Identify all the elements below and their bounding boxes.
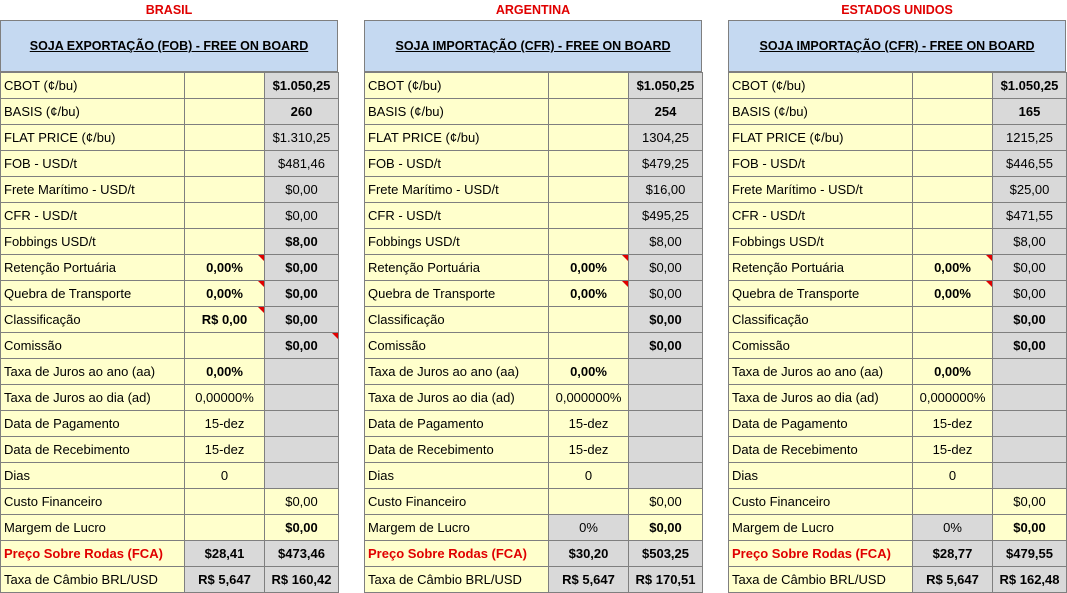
table-row [729,73,1067,99]
row-param-cell[interactable] [549,177,629,203]
row-label-cell[interactable]: Taxa de Juros ao ano (aa) [729,359,913,385]
table-row [729,385,1067,411]
row-param-cell[interactable] [913,203,993,229]
row-label-cell[interactable]: Quebra de Transporte [729,281,913,307]
row-value-cell[interactable]: $0,00 [265,333,339,359]
row-param-cell[interactable]: 15-dez [185,411,265,437]
row-label-cell[interactable]: Retenção Portuária [1,255,185,281]
table-row [365,489,703,515]
row-value-cell[interactable] [265,359,339,385]
row-param-cell[interactable] [185,489,265,515]
table-row [365,125,703,151]
table-row [365,463,703,489]
row-param-cell[interactable]: $28,77 [913,541,993,567]
table-row [1,281,339,307]
row-value-cell[interactable]: $479,55 [993,541,1067,567]
country-title: ESTADOS UNIDOS [841,3,953,17]
table-row [1,99,339,125]
table-row [365,255,703,281]
row-label-cell[interactable]: Taxa de Juros ao ano (aa) [1,359,185,385]
row-label-cell[interactable]: Fobbings USD/t [1,229,185,255]
row-label-cell[interactable]: Quebra de Transporte [365,281,549,307]
row-value-cell[interactable]: $1.050,25 [993,73,1067,99]
row-param-cell[interactable]: R$ 0,00 [185,307,265,333]
panel-2 [728,0,1066,593]
row-param-cell[interactable] [185,229,265,255]
row-label-cell[interactable]: CBOT (¢/bu) [1,73,185,99]
row-label-cell[interactable]: Data de Recebimento [1,437,185,463]
table-row [1,359,339,385]
row-value-cell[interactable]: $0,00 [993,333,1067,359]
row-label-cell[interactable]: Retenção Portuária [365,255,549,281]
row-value-cell[interactable]: $495,25 [629,203,703,229]
row-value-cell[interactable]: $479,25 [629,151,703,177]
row-label-cell[interactable]: Preço Sobre Rodas (FCA) [1,541,185,567]
row-value-cell[interactable] [993,359,1067,385]
row-label-cell[interactable]: Preço Sobre Rodas (FCA) [729,541,913,567]
row-value-cell[interactable]: $0,00 [629,333,703,359]
table-row [1,151,339,177]
table-row [365,307,703,333]
table-row [365,437,703,463]
row-label-cell[interactable]: CBOT (¢/bu) [729,73,913,99]
row-param-cell[interactable] [913,73,993,99]
row-value-cell[interactable] [629,411,703,437]
row-param-cell[interactable] [549,333,629,359]
row-value-cell[interactable]: $0,00 [993,515,1067,541]
table-row [1,567,339,593]
row-value-cell[interactable]: $8,00 [265,229,339,255]
row-param-cell[interactable]: 15-dez [549,411,629,437]
row-label-cell[interactable]: CFR - USD/t [365,203,549,229]
row-value-cell[interactable]: $0,00 [629,255,703,281]
row-param-cell[interactable] [549,151,629,177]
row-label-cell[interactable]: Dias [729,463,913,489]
table-row [1,411,339,437]
row-param-cell[interactable] [913,489,993,515]
row-value-cell[interactable] [993,385,1067,411]
row-param-cell[interactable] [913,151,993,177]
row-label-cell[interactable]: Retenção Portuária [729,255,913,281]
row-label-cell[interactable]: Margem de Lucro [729,515,913,541]
row-label-cell[interactable]: Taxa de Juros ao dia (ad) [1,385,185,411]
row-label-cell[interactable]: Taxa de Câmbio BRL/USD [729,567,913,593]
row-value-cell[interactable]: $0,00 [629,307,703,333]
table-row [1,515,339,541]
row-value-cell[interactable]: $0,00 [265,307,339,333]
row-label-cell[interactable]: Data de Recebimento [729,437,913,463]
row-param-cell[interactable]: 0,00% [913,255,993,281]
row-label-cell[interactable]: Frete Marítimo - USD/t [1,177,185,203]
row-label-cell[interactable]: FLAT PRICE (¢/bu) [1,125,185,151]
row-label-cell[interactable]: CFR - USD/t [1,203,185,229]
row-label-cell[interactable]: BASIS (¢/bu) [1,99,185,125]
row-label-cell[interactable]: FOB - USD/t [1,151,185,177]
row-label-cell[interactable]: Classificação [1,307,185,333]
table-row [365,177,703,203]
row-param-cell[interactable]: 0,00% [549,255,629,281]
table-row [1,73,339,99]
country-title: BRASIL [145,3,193,17]
row-value-cell[interactable]: $8,00 [629,229,703,255]
table-row [729,307,1067,333]
row-label-cell[interactable]: Comissão [729,333,913,359]
row-label-cell[interactable]: Taxa de Câmbio BRL/USD [1,567,185,593]
row-label-cell[interactable]: Taxa de Câmbio BRL/USD [365,567,549,593]
row-value-cell[interactable]: $503,25 [629,541,703,567]
row-label-cell[interactable]: Margem de Lucro [1,515,185,541]
table-row [365,281,703,307]
row-value-cell[interactable]: 1304,25 [629,125,703,151]
row-value-cell[interactable] [993,463,1067,489]
row-label-cell[interactable]: Margem de Lucro [365,515,549,541]
row-value-cell[interactable] [993,437,1067,463]
table-row [729,463,1067,489]
table-row [1,437,339,463]
row-param-cell[interactable] [913,229,993,255]
table-row [729,125,1067,151]
table-row [1,489,339,515]
row-param-cell[interactable]: 15-dez [185,437,265,463]
row-param-cell[interactable] [549,125,629,151]
price-table [728,72,1067,593]
table-row [729,203,1067,229]
table-row [729,359,1067,385]
row-label-cell[interactable]: CFR - USD/t [729,203,913,229]
row-label-cell[interactable]: Data de Pagamento [1,411,185,437]
table-row [365,359,703,385]
row-value-cell[interactable]: $0,00 [265,281,339,307]
table-row [365,203,703,229]
row-param-cell[interactable]: R$ 5,647 [913,567,993,593]
row-label-cell[interactable]: Dias [365,463,549,489]
row-value-cell[interactable] [265,385,339,411]
row-value-cell[interactable] [629,437,703,463]
table-row [365,333,703,359]
row-value-cell[interactable]: $1.310,25 [265,125,339,151]
row-param-cell[interactable] [913,333,993,359]
row-label-cell[interactable]: Comissão [1,333,185,359]
row-param-cell[interactable]: 0,00% [549,281,629,307]
panel-1 [364,0,702,593]
row-value-cell[interactable] [993,411,1067,437]
row-label-cell[interactable]: Fobbings USD/t [729,229,913,255]
table-row [365,515,703,541]
table-row [1,125,339,151]
row-value-cell[interactable]: $16,00 [629,177,703,203]
row-value-cell[interactable]: $25,00 [993,177,1067,203]
row-value-cell[interactable]: $471,55 [993,203,1067,229]
row-param-cell[interactable]: 0 [185,463,265,489]
row-value-cell[interactable]: $0,00 [993,281,1067,307]
panel-0 [0,0,338,593]
row-value-cell[interactable]: 254 [629,99,703,125]
row-param-cell[interactable]: 0,00% [913,281,993,307]
price-table [364,72,703,593]
row-param-cell[interactable] [913,307,993,333]
row-value-cell[interactable] [629,359,703,385]
table-row [1,333,339,359]
row-label-cell[interactable]: BASIS (¢/bu) [729,99,913,125]
table-row [1,177,339,203]
table-row [1,307,339,333]
table-row [729,437,1067,463]
row-label-cell[interactable]: Custo Financeiro [365,489,549,515]
table-header: SOJA IMPORTAÇÃO (CFR) - FREE ON BOARD [728,20,1066,72]
row-param-cell[interactable]: 0 [549,463,629,489]
table-row [729,489,1067,515]
table-row [729,229,1067,255]
table-row [729,333,1067,359]
row-param-cell[interactable] [185,99,265,125]
row-param-cell[interactable] [185,333,265,359]
row-param-cell[interactable] [185,203,265,229]
country-title: ARGENTINA [495,3,571,17]
table-row [365,151,703,177]
row-value-cell[interactable]: $0,00 [993,307,1067,333]
row-value-cell[interactable]: 260 [265,99,339,125]
row-param-cell[interactable]: 0% [549,515,629,541]
row-param-cell[interactable]: 0,00% [185,255,265,281]
row-label-cell[interactable]: Taxa de Juros ao dia (ad) [365,385,549,411]
row-label-cell[interactable]: Custo Financeiro [729,489,913,515]
price-table [0,72,339,593]
row-value-cell[interactable]: $0,00 [629,489,703,515]
row-value-cell[interactable]: 165 [993,99,1067,125]
row-param-cell[interactable]: 15-dez [549,437,629,463]
row-value-cell[interactable]: 1215,25 [993,125,1067,151]
row-label-cell[interactable]: Dias [1,463,185,489]
table-row [729,255,1067,281]
row-param-cell[interactable] [549,203,629,229]
table-row [729,151,1067,177]
row-param-cell[interactable] [185,177,265,203]
row-value-cell[interactable]: $0,00 [265,255,339,281]
row-param-cell[interactable] [913,177,993,203]
row-label-cell[interactable]: BASIS (¢/bu) [365,99,549,125]
row-value-cell[interactable]: $0,00 [629,281,703,307]
table-row [365,73,703,99]
table-row [1,541,339,567]
row-label-cell[interactable]: FOB - USD/t [365,151,549,177]
table-row [729,541,1067,567]
row-param-cell[interactable]: $28,41 [185,541,265,567]
table-row [1,255,339,281]
table-row [729,515,1067,541]
row-param-cell[interactable] [549,307,629,333]
row-param-cell[interactable]: 0 [913,463,993,489]
table-row [729,411,1067,437]
row-param-cell[interactable] [185,515,265,541]
table-header: SOJA EXPORTAÇÃO (FOB) - FREE ON BOARD [0,20,338,72]
row-value-cell[interactable]: $0,00 [993,489,1067,515]
row-label-cell[interactable]: FLAT PRICE (¢/bu) [365,125,549,151]
row-label-cell[interactable]: Data de Pagamento [729,411,913,437]
table-row [365,99,703,125]
row-label-cell[interactable]: Taxa de Juros ao dia (ad) [729,385,913,411]
row-param-cell[interactable] [913,125,993,151]
row-param-cell[interactable]: R$ 5,647 [549,567,629,593]
row-label-cell[interactable]: Fobbings USD/t [365,229,549,255]
row-value-cell[interactable]: R$ 162,48 [993,567,1067,593]
row-label-cell[interactable]: Frete Marítimo - USD/t [365,177,549,203]
row-param-cell[interactable] [549,99,629,125]
row-param-cell[interactable]: 0,00% [185,281,265,307]
row-value-cell[interactable]: $446,55 [993,151,1067,177]
row-param-cell[interactable] [913,99,993,125]
row-param-cell[interactable] [185,73,265,99]
row-param-cell[interactable]: 0,000000% [549,385,629,411]
row-value-cell[interactable]: $0,00 [629,515,703,541]
row-value-cell[interactable]: $0,00 [265,203,339,229]
row-param-cell[interactable] [549,229,629,255]
row-label-cell[interactable]: Custo Financeiro [1,489,185,515]
row-value-cell[interactable] [629,463,703,489]
table-row [729,177,1067,203]
table-row [365,567,703,593]
row-value-cell[interactable]: $473,46 [265,541,339,567]
row-param-cell[interactable]: 0,00% [549,359,629,385]
row-value-cell[interactable]: $0,00 [265,489,339,515]
row-label-cell[interactable]: FOB - USD/t [729,151,913,177]
row-param-cell[interactable]: 0,00% [913,359,993,385]
row-value-cell[interactable]: $481,46 [265,151,339,177]
row-value-cell[interactable]: $8,00 [993,229,1067,255]
table-row [365,385,703,411]
row-label-cell[interactable]: Comissão [365,333,549,359]
row-label-cell[interactable]: Preço Sobre Rodas (FCA) [365,541,549,567]
table-row [1,385,339,411]
table-row [729,99,1067,125]
row-param-cell[interactable]: 0,000000% [913,385,993,411]
table-row [1,203,339,229]
row-label-cell[interactable]: Data de Pagamento [365,411,549,437]
table-row [1,229,339,255]
row-value-cell[interactable]: $0,00 [265,177,339,203]
row-value-cell[interactable]: $1.050,25 [265,73,339,99]
row-label-cell[interactable]: Data de Recebimento [365,437,549,463]
table-row [1,463,339,489]
row-label-cell[interactable]: Classificação [729,307,913,333]
row-label-cell[interactable]: CBOT (¢/bu) [365,73,549,99]
row-param-cell[interactable]: 15-dez [913,437,993,463]
row-param-cell[interactable]: R$ 5,647 [185,567,265,593]
row-param-cell[interactable]: 0,00000% [185,385,265,411]
row-value-cell[interactable]: R$ 170,51 [629,567,703,593]
table-row [365,229,703,255]
row-param-cell[interactable] [185,151,265,177]
table-header: SOJA IMPORTAÇÃO (CFR) - FREE ON BOARD [364,20,702,72]
row-param-cell[interactable] [549,73,629,99]
row-value-cell[interactable]: $0,00 [265,515,339,541]
row-label-cell[interactable]: Taxa de Juros ao ano (aa) [365,359,549,385]
row-value-cell[interactable]: R$ 160,42 [265,567,339,593]
row-label-cell[interactable]: Classificação [365,307,549,333]
row-value-cell[interactable]: $1.050,25 [629,73,703,99]
row-value-cell[interactable] [265,463,339,489]
row-label-cell[interactable]: FLAT PRICE (¢/bu) [729,125,913,151]
table-row [365,411,703,437]
row-param-cell[interactable]: $30,20 [549,541,629,567]
row-value-cell[interactable]: $0,00 [993,255,1067,281]
row-param-cell[interactable] [185,125,265,151]
row-param-cell[interactable]: 15-dez [913,411,993,437]
table-row [729,281,1067,307]
row-label-cell[interactable]: Quebra de Transporte [1,281,185,307]
row-value-cell[interactable] [265,437,339,463]
row-value-cell[interactable] [265,411,339,437]
row-value-cell[interactable] [629,385,703,411]
table-row [729,567,1067,593]
row-label-cell[interactable]: Frete Marítimo - USD/t [729,177,913,203]
table-row [365,541,703,567]
row-param-cell[interactable] [549,489,629,515]
row-param-cell[interactable]: 0% [913,515,993,541]
row-param-cell[interactable]: 0,00% [185,359,265,385]
